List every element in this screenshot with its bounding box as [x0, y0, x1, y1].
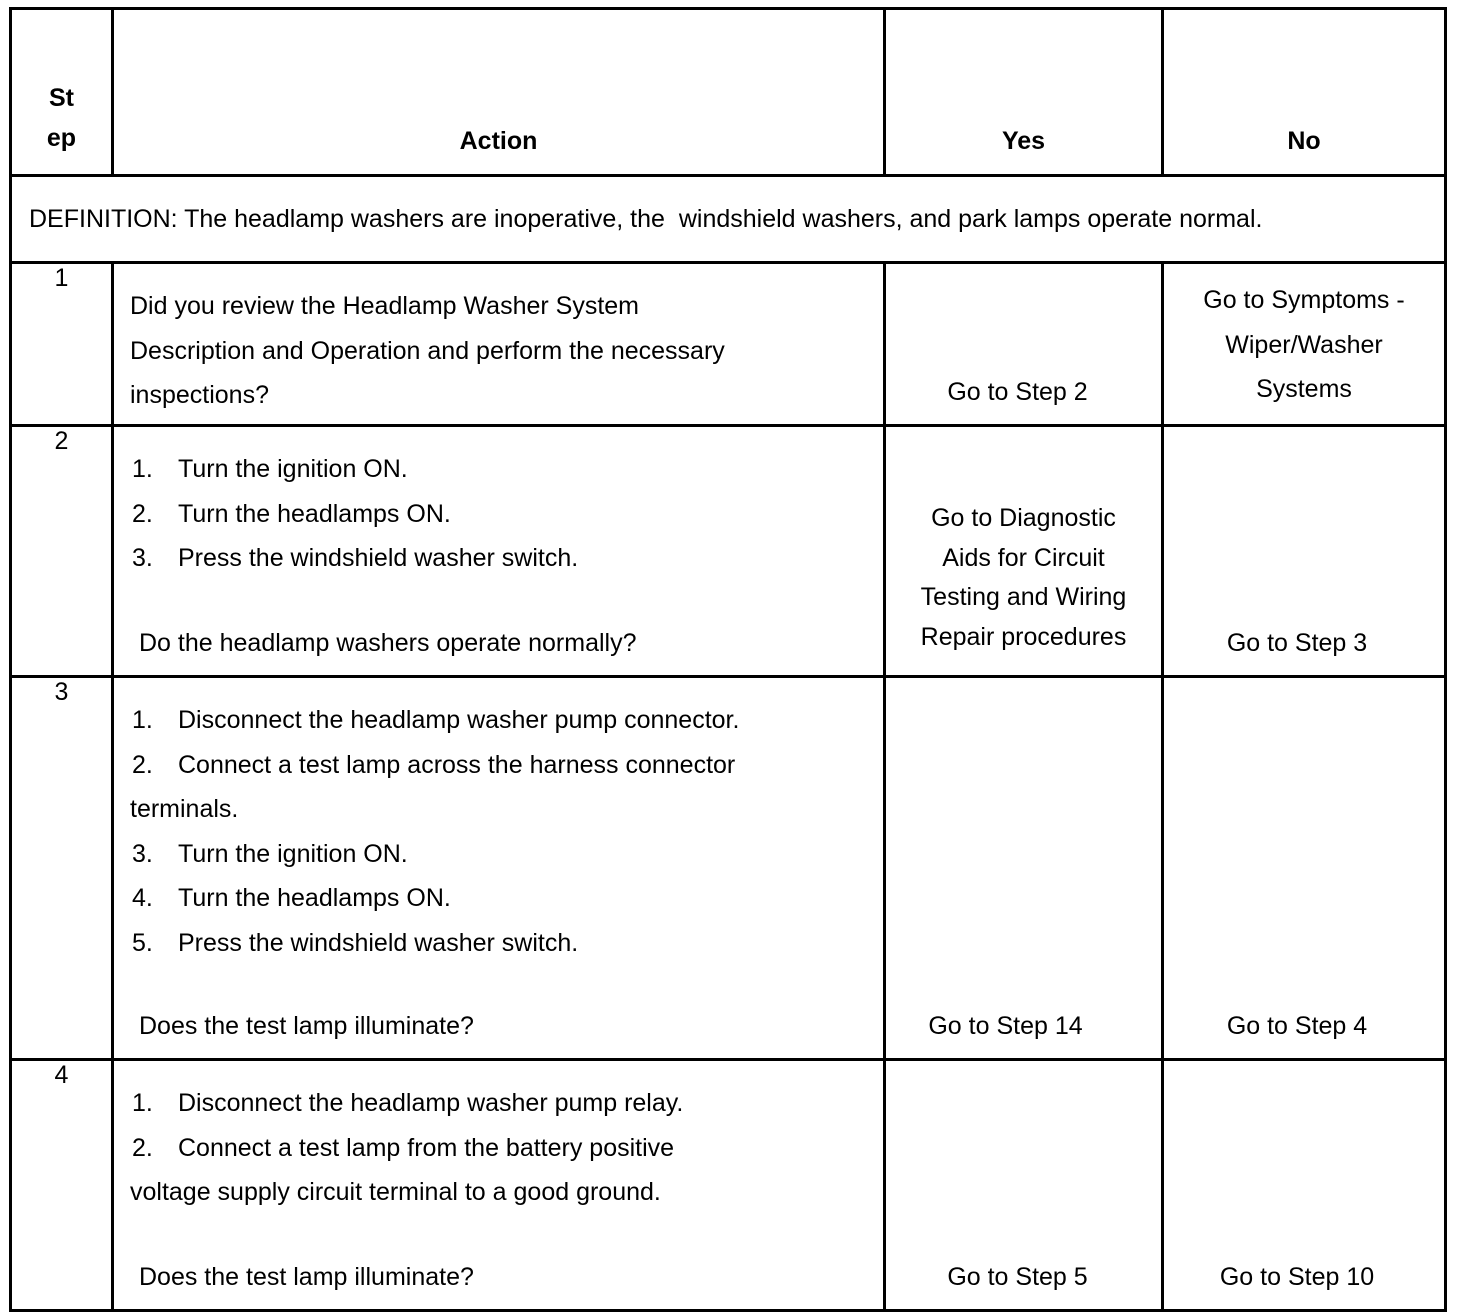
yes-cell: Go to Step 5: [885, 1060, 1163, 1311]
list-item: 1. Turn the ignition ON.: [132, 455, 408, 483]
yes-cell: Go to Step 14: [885, 677, 1163, 1060]
yes-cell: Go to Diagnostic Aids for Circuit Testing and Wiring Repair procedures: [885, 426, 1163, 677]
action-cell: [113, 426, 885, 677]
list-item: 1. Disconnect the headlamp washer pump relay.: [132, 1089, 684, 1117]
step-number: 4: [11, 1060, 113, 1311]
action-cell: [113, 677, 885, 1060]
definition-text: DEFINITION: The headlamp washers are inoperative, the windshield washers, and park lamps operate normal.: [11, 176, 1446, 263]
header-step: St ep: [11, 9, 113, 176]
list-item-continuation: voltage supply circuit terminal to a good ground.: [130, 1178, 661, 1206]
header-action: Action: [113, 9, 885, 176]
step-number: 2: [11, 426, 113, 677]
step-row-1: [11, 263, 1446, 426]
diagnostic-table: [9, 7, 1447, 1312]
header-yes: Yes: [885, 9, 1163, 176]
list-item: 2. Connect a test lamp from the battery positive: [132, 1133, 675, 1162]
list-item: 2. Turn the headlamps ON.: [132, 499, 451, 528]
step-row-3: [11, 677, 1446, 1060]
list-item: 4. Turn the headlamps ON.: [132, 884, 451, 912]
question: Does the test lamp illuminate?: [139, 1012, 474, 1040]
step-row-4: [11, 1060, 1446, 1311]
header-no: No: [1163, 9, 1446, 176]
list-item: 3. Turn the ignition ON.: [132, 839, 408, 868]
question: Do the headlamp washers operate normally?: [139, 629, 637, 657]
question: Does the test lamp illuminate?: [139, 1263, 474, 1291]
action-cell: [113, 1060, 885, 1311]
no-cell: Go to Step 4: [1163, 677, 1446, 1060]
no-cell: Go to Step 3: [1163, 426, 1446, 677]
action-cell: Did you review the Headlamp Washer System Description and Operation and perform the necessary inspections?: [113, 263, 885, 426]
no-cell: Go to Symptoms - Wiper/Washer Systems: [1163, 263, 1446, 426]
step-number: 1: [11, 263, 113, 426]
step-number: 3: [11, 677, 113, 1060]
list-item: 2. Connect a test lamp across the harness connector: [132, 750, 736, 779]
definition-row: [11, 176, 1446, 263]
step-row-2: [11, 426, 1446, 677]
list-item: 1. Disconnect the headlamp washer pump connector.: [132, 706, 740, 734]
no-cell: Go to Step 10: [1163, 1060, 1446, 1311]
list-item: 5. Press the windshield washer switch.: [132, 928, 579, 957]
list-item-continuation: terminals.: [130, 795, 239, 823]
yes-cell: Go to Step 2: [885, 263, 1163, 426]
list-item: 3. Press the windshield washer switch.: [132, 544, 579, 572]
header-row: [11, 9, 1446, 176]
